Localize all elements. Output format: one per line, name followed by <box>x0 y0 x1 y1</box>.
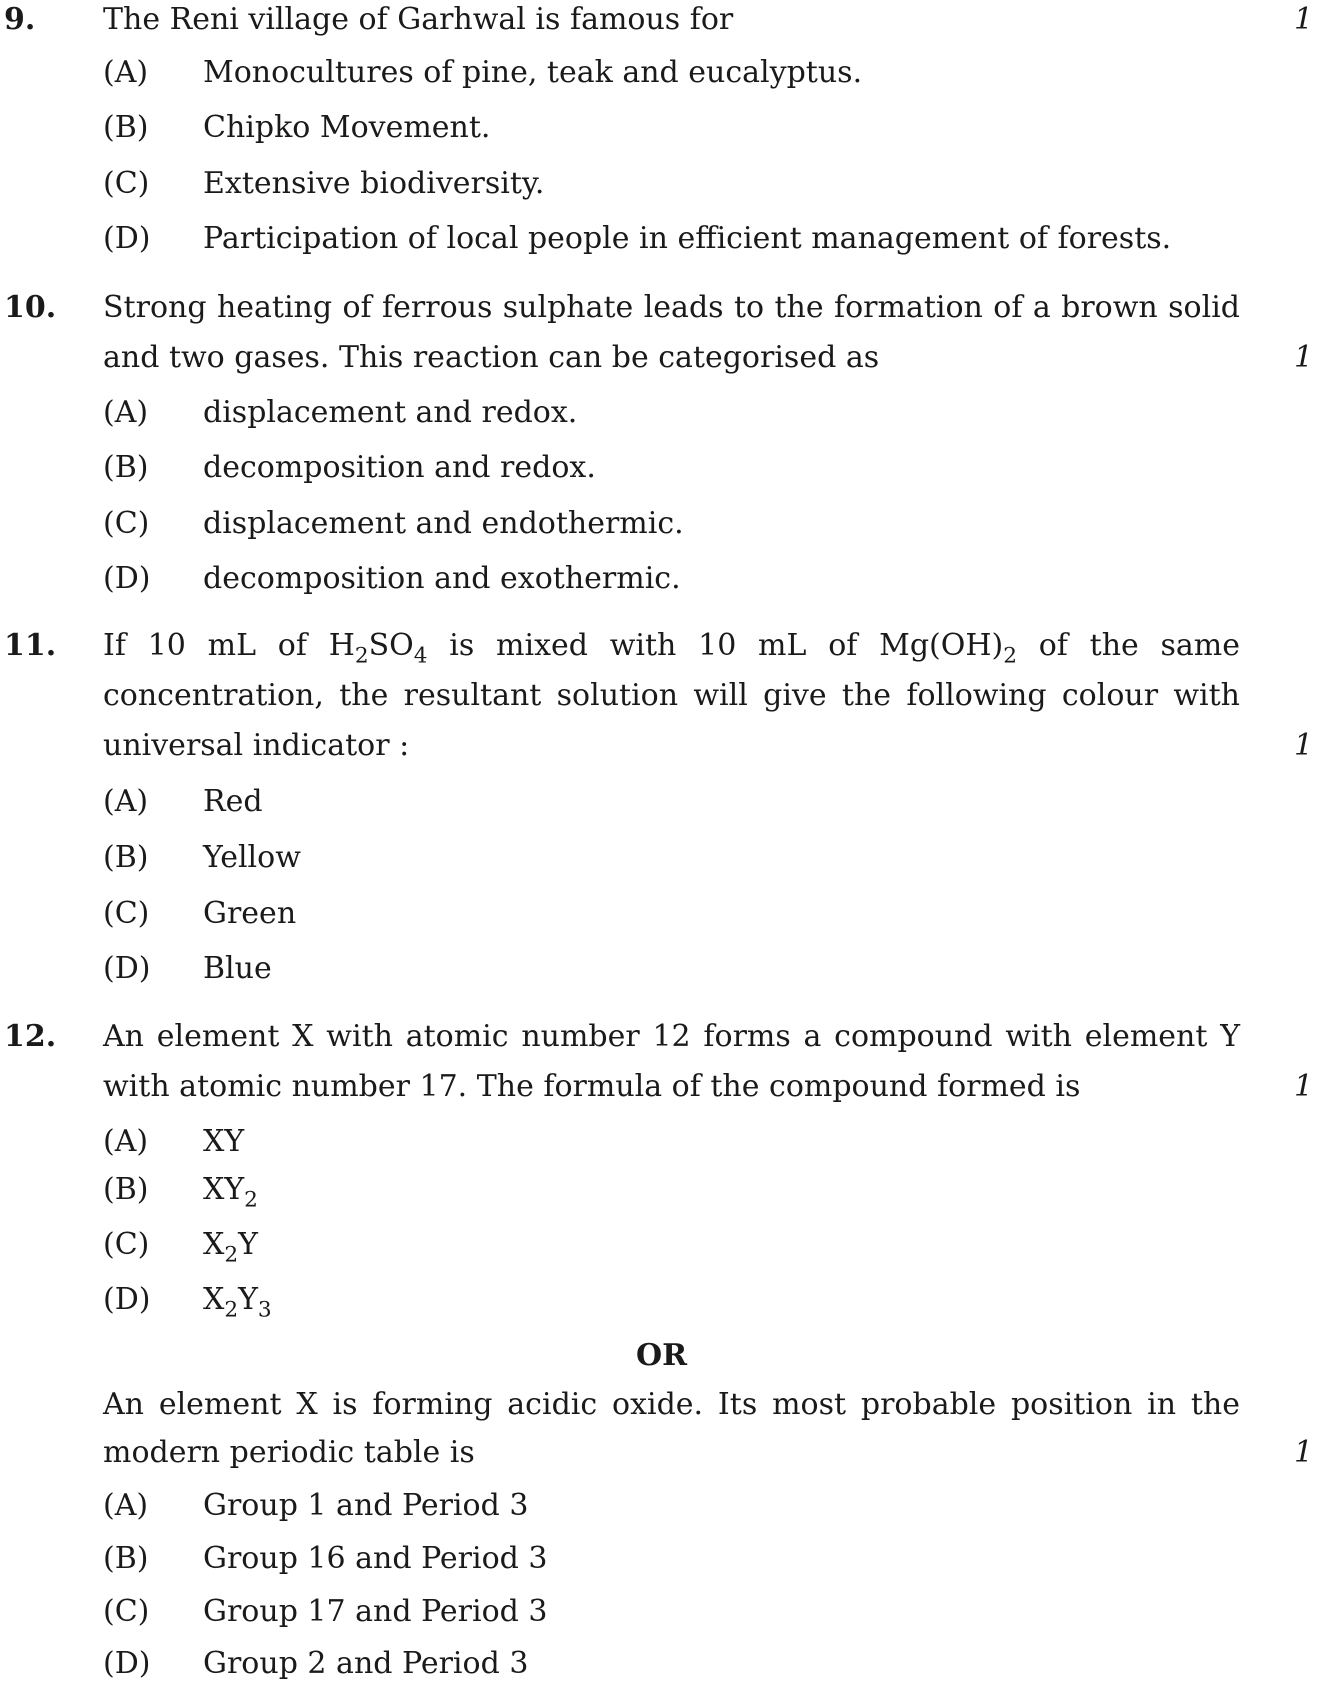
option-text: Green <box>203 896 297 931</box>
option-text: Red <box>203 784 263 819</box>
option-letter: (A) <box>103 395 149 430</box>
marks: 1 <box>1294 1435 1314 1470</box>
option-text: decomposition and redox. <box>203 450 596 485</box>
subscript: 2 <box>354 643 369 669</box>
option-text <box>203 1227 258 1268</box>
question-number: 12. <box>4 1019 57 1054</box>
subscript: 2 <box>224 1297 239 1323</box>
text-run: XY <box>203 1172 245 1207</box>
subscript: 2 <box>1003 643 1017 669</box>
option-letter: (A) <box>103 1124 149 1159</box>
option-text: Yellow <box>203 840 301 875</box>
text-run: Y <box>238 1227 258 1262</box>
marks: 1 <box>1294 728 1314 763</box>
marks: 1 <box>1294 1069 1314 1104</box>
question-text-line: modern periodic table is <box>103 1435 475 1470</box>
option-letter: (B) <box>103 450 149 485</box>
question-text-line: Strong heating of ferrous sulphate leads to the formation of a brown solid <box>103 290 1240 325</box>
question-text-line <box>103 628 1241 669</box>
subscript: 4 <box>413 643 428 669</box>
option-letter: (C) <box>103 1227 150 1262</box>
option-letter: (B) <box>103 1172 149 1207</box>
option-text <box>203 1172 258 1213</box>
option-text: Group 2 and Period 3 <box>203 1646 529 1681</box>
subscript: 2 <box>244 1187 258 1213</box>
question-text-line: concentration, the resultant solution will give the following colour with <box>103 678 1240 713</box>
subscript: 2 <box>224 1242 239 1268</box>
option-text: Group 1 and Period 3 <box>203 1488 529 1523</box>
question-text-line: with atomic number 17. The formula of the compound formed is <box>103 1069 1081 1104</box>
option-letter: (C) <box>103 1594 150 1629</box>
question-number: 9. <box>4 2 36 37</box>
option-text: Blue <box>203 951 272 986</box>
option-text: Participation of local people in efficient management of forests. <box>203 221 1172 256</box>
text-run: SO <box>368 628 414 663</box>
option-text: displacement and redox. <box>203 395 578 430</box>
option-text: Group 16 and Period 3 <box>203 1541 548 1576</box>
option-letter: (D) <box>103 221 151 256</box>
question-text-line: An element X with atomic number 12 forms a compound with element Y <box>103 1019 1240 1054</box>
option-letter: (D) <box>103 1646 151 1681</box>
or-divider: OR <box>635 1338 688 1373</box>
option-text <box>203 1282 272 1323</box>
option-letter: (C) <box>103 506 150 541</box>
option-letter: (C) <box>103 896 150 931</box>
option-letter: (D) <box>103 951 151 986</box>
option-text: Chipko Movement. <box>203 110 491 145</box>
text-run: X <box>203 1227 225 1262</box>
option-text: Group 17 and Period 3 <box>203 1594 548 1629</box>
option-letter: (B) <box>103 1541 149 1576</box>
question-text-line: An element X is forming acidic oxide. Its most probable position in the <box>103 1387 1240 1422</box>
option-text: displacement and endothermic. <box>203 506 684 541</box>
subscript: 3 <box>257 1297 272 1323</box>
option-letter: (A) <box>103 784 149 819</box>
question-text: The Reni village of Garhwal is famous for <box>103 2 734 37</box>
question-text-line: and two gases. This reaction can be categorised as <box>103 340 880 375</box>
marks: 1 <box>1294 2 1314 37</box>
option-text: Extensive biodiversity. <box>203 166 545 201</box>
question-number: 10. <box>4 290 57 325</box>
option-letter: (D) <box>103 1282 151 1317</box>
option-letter: (C) <box>103 166 150 201</box>
text-run: is mixed with 10 mL of Mg(OH) <box>427 628 1004 663</box>
text-run: If 10 mL of H <box>103 628 355 663</box>
option-text: decomposition and exothermic. <box>203 561 681 596</box>
text-run: of the same <box>1016 628 1241 663</box>
question-number: 11. <box>4 628 57 663</box>
text-run: Y <box>238 1282 258 1317</box>
option-letter: (B) <box>103 840 149 875</box>
text-run: X <box>203 1282 225 1317</box>
marks: 1 <box>1294 340 1314 375</box>
question-text-line: universal indicator : <box>103 728 410 763</box>
option-letter: (A) <box>103 55 149 90</box>
option-letter: (D) <box>103 561 151 596</box>
option-letter: (A) <box>103 1488 149 1523</box>
option-letter: (B) <box>103 110 149 145</box>
option-text: XY <box>203 1124 245 1159</box>
option-text: Monocultures of pine, teak and eucalyptus. <box>203 55 863 90</box>
